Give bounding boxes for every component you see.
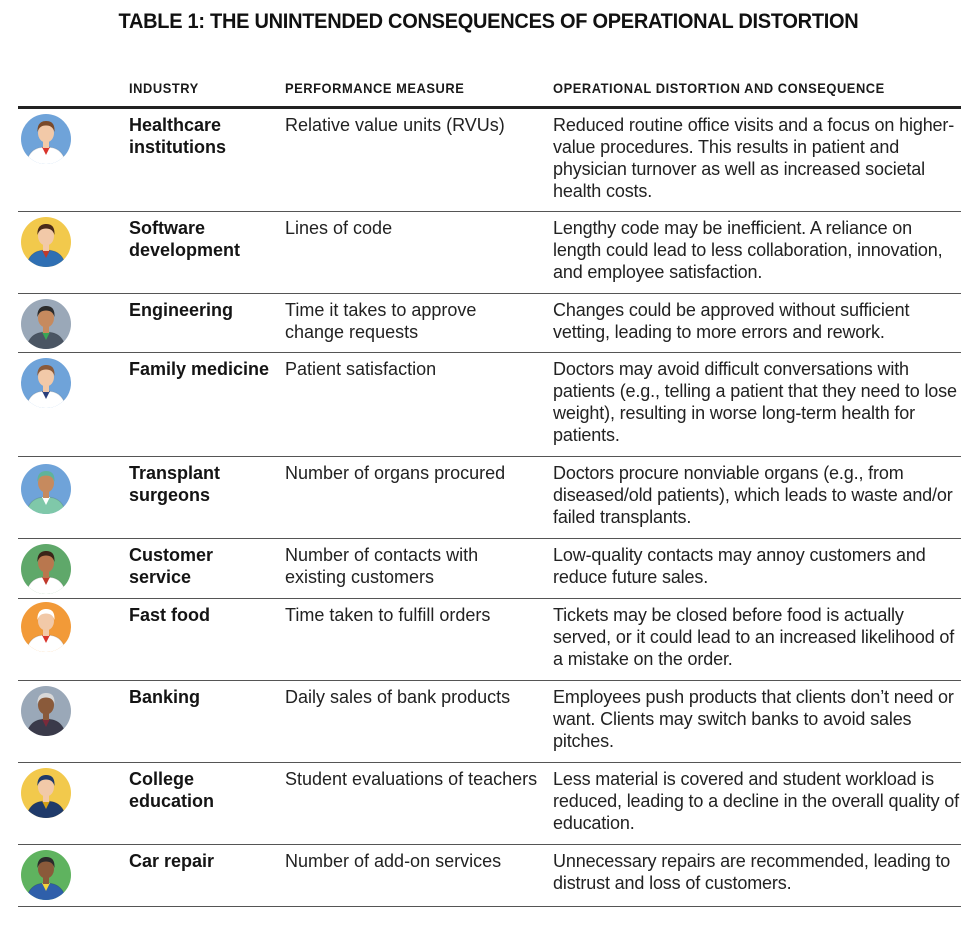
consequence-cell: Doctors may avoid difficult conversations with patients (e.g., telling a patient that they need to lose weight), resulting in worse long-term health for patients. — [553, 359, 957, 445]
column-header-performance-measure: PERFORMANCE MEASURE — [285, 80, 465, 96]
table-row — [18, 763, 961, 845]
doctor-icon — [20, 357, 72, 409]
performance-measure-cell: Number of contacts with existing customers — [285, 545, 479, 587]
graduate-icon — [20, 767, 72, 819]
mechanic-icon — [20, 849, 72, 901]
table-title: TABLE 1: THE UNINTENDED CONSEQUENCES OF OPERATIONAL DISTORTION — [118, 9, 859, 33]
consequence-cell: Unnecessary repairs are recommended, leading to distrust and loss of customers. — [553, 851, 951, 893]
table-row — [18, 212, 961, 294]
table-row — [18, 539, 961, 599]
engineer-icon — [20, 298, 72, 350]
performance-measure-cell: Number of organs procured — [285, 463, 506, 483]
table-row — [18, 599, 961, 681]
performance-measure-cell: Patient satisfaction — [285, 359, 437, 379]
customer-service-agent-icon — [20, 543, 72, 595]
performance-measure-cell: Lines of code — [285, 218, 393, 238]
industry-cell: College education — [129, 769, 215, 811]
table-row — [18, 681, 961, 763]
industry-cell: Transplant surgeons — [129, 463, 221, 505]
industry-cell: Fast food — [129, 605, 210, 625]
consequence-cell: Changes could be approved without sufficient vetting, leading to more errors and rework. — [553, 300, 910, 342]
industry-cell: Family medicine — [129, 359, 270, 379]
table-row — [18, 845, 961, 907]
performance-measure-cell: Student evaluations of teachers — [285, 769, 538, 789]
surgeon-icon — [20, 463, 72, 515]
consequence-cell: Reduced routine office visits and a focus on higher-value procedures. This results in patient and physician turnover as well as increased societal health costs. — [553, 115, 955, 201]
industry-cell: Healthcare institutions — [129, 115, 226, 157]
consequence-cell: Low-quality contacts may annoy customers and reduce future sales. — [553, 545, 926, 587]
industry-cell: Customer service — [129, 545, 214, 587]
consequence-cell: Lengthy code may be inefficient. A reliance on length could lead to less collaboration, innovation, and employee satisfaction. — [553, 218, 943, 282]
column-header-consequence: OPERATIONAL DISTORTION AND CONSEQUENCE — [553, 80, 885, 96]
performance-measure-cell: Time it takes to approve change requests — [285, 300, 477, 342]
industry-cell: Software development — [129, 218, 241, 260]
table-row — [18, 457, 961, 539]
table-row — [18, 294, 961, 353]
consequence-cell: Employees push products that clients don’t need or want. Clients may switch banks to avoid sales pitches. — [553, 687, 954, 751]
performance-measure-cell: Time taken to fulfill orders — [285, 605, 491, 625]
software-developer-icon — [20, 216, 72, 268]
table-row — [18, 353, 961, 457]
banker-icon — [20, 685, 72, 737]
industry-cell: Car repair — [129, 851, 215, 871]
performance-measure-cell: Daily sales of bank products — [285, 687, 511, 707]
industry-cell: Engineering — [129, 300, 234, 320]
performance-measure-cell: Relative value units (RVUs) — [285, 115, 505, 135]
industry-cell: Banking — [129, 687, 201, 707]
consequence-cell: Doctors procure nonviable organs (e.g., from diseased/old patients), which leads to waste and/or failed transplants. — [553, 463, 953, 527]
chef-icon — [20, 601, 72, 653]
consequence-cell: Less material is covered and student workload is reduced, leading to a decline in the overall quality of education. — [553, 769, 960, 833]
performance-measure-cell: Number of add-on services — [285, 851, 502, 871]
column-header-industry: INDUSTRY — [129, 80, 199, 96]
healthcare-worker-icon — [20, 113, 72, 165]
consequence-cell: Tickets may be closed before food is actually served, or it could lead to an increased likelihood of a mistake on the order. — [553, 605, 955, 669]
table-row — [18, 109, 961, 212]
